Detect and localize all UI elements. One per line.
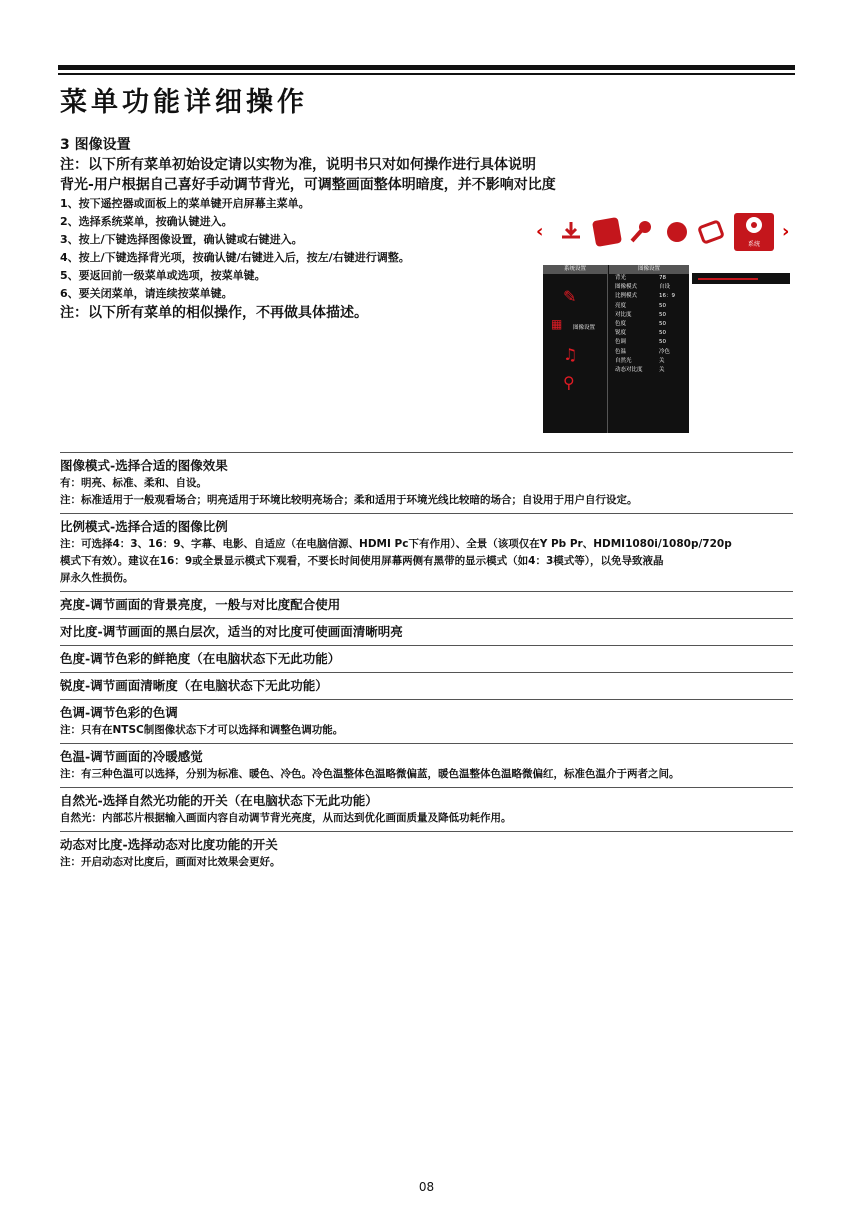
section: [60, 787, 793, 831]
osd-row-label: 锐度: [615, 330, 627, 337]
section-body-line: 注：开启动态对比度后，画面对比效果会更好。: [60, 856, 281, 868]
osd-row-label: 对比度: [615, 311, 632, 318]
section-body-line: 注：只有在NTSC制图像状态下才可以选择和调整色调功能。: [60, 724, 344, 736]
section-heading: 亮度-调节画面的背景亮度，一般与对比度配合使用: [60, 597, 341, 612]
osd-row: [609, 292, 689, 301]
osd-row: [609, 348, 689, 357]
osd-row-label: 自然光: [615, 357, 632, 364]
intro-block: [60, 135, 556, 323]
search-icon: ⚲: [563, 373, 575, 392]
osd-row-value: 50: [659, 321, 666, 328]
osd-menu-panel: [543, 265, 689, 433]
osd-row: [609, 357, 689, 366]
step-6: 6、要关闭菜单，请连续按菜单键。: [60, 287, 233, 300]
page-title: 菜单功能详细操作: [60, 87, 308, 118]
setup-icon: [664, 219, 690, 245]
intro-note-3: 注：以下所有菜单的相似操作，不再做具体描述。: [60, 305, 368, 321]
section: [60, 672, 793, 699]
osd-left-column: [543, 265, 608, 433]
section-body-line: 注：标准适用于一般观看场合；明亮适用于环境比较明亮场合；柔和适用于环境光线比较暗的场合；自设用于用户自行设定。: [60, 494, 638, 506]
section: [60, 743, 793, 787]
osd-row-value: 冷色: [659, 348, 671, 355]
backlight-slider-fill: [698, 278, 758, 280]
osd-row-value: 16：9: [659, 293, 675, 300]
osd-row: [609, 302, 689, 311]
section-heading: 色调-调节色彩的色调: [60, 705, 178, 720]
section-heading: 自然光-选择自然光功能的开关（在电脑状态下无此功能）: [60, 793, 378, 808]
section-body-line: 模式下有效）。建议在16：9或全景显示模式下观看，不要长时间使用屏幕两侧有黑带的显示模式（如4：3模式等），以免导致液晶: [60, 555, 664, 567]
right-arrow-icon: ›: [782, 221, 790, 242]
section-body-line: 屏永久性损伤。: [60, 572, 134, 584]
osd-menu-icon-strip: [536, 213, 791, 253]
osd-row: [609, 311, 689, 320]
section-heading: 图像模式-选择合适的图像效果: [60, 458, 228, 473]
section-heading: 色度-调节色彩的鲜艳度（在电脑状态下无此功能）: [60, 651, 341, 666]
section: [60, 591, 793, 618]
osd-row-value: 78: [659, 275, 666, 281]
osd-row-label: 亮度: [615, 302, 627, 309]
osd-row-label: 比例模式: [615, 293, 638, 300]
input-source-icon: [558, 219, 584, 245]
intro-note-1: 注：以下所有菜单初始设定请以实物为准，说明书只对如何操作进行具体说明: [60, 157, 536, 173]
music-icon: ♫: [563, 345, 578, 364]
step-4: 4、按上/下键选择背光项，按确认键/右键进入后，按左/右键进行调整。: [60, 251, 410, 264]
osd-row: [609, 338, 689, 347]
section: [60, 618, 793, 645]
osd-rows: [609, 274, 689, 375]
picture-icon: [592, 217, 622, 247]
section-heading: 色温-调节画面的冷暖感觉: [60, 749, 203, 764]
section-heading: 锐度-调节画面清晰度（在电脑状态下无此功能）: [60, 678, 328, 693]
top-rule-thick: [58, 65, 795, 70]
section: [60, 645, 793, 672]
section: [60, 452, 793, 513]
osd-row-label: 动态对比度: [615, 367, 643, 374]
osd-row-value: 50: [659, 339, 666, 346]
osd-row-label: 背光: [615, 275, 627, 281]
section: [60, 513, 793, 591]
section: [60, 699, 793, 743]
osd-row: [609, 274, 689, 283]
step-2: 2、选择系统菜单，按确认键进入。: [60, 215, 233, 228]
osd-row-label: 图像模式: [615, 284, 638, 291]
osd-left-header: 系统设置: [543, 265, 607, 274]
osd-row-value: 50: [659, 330, 666, 337]
osd-row: [609, 283, 689, 292]
picture-settings-icon: ▦: [551, 317, 563, 331]
osd-row-value: 自设: [659, 284, 671, 291]
system-icon-label: 系统: [747, 241, 760, 248]
section-body-line: 注：可选择4：3、16：9、字幕、电影、自适应（在电脑信源、HDMI Pc下有作用）、全景（该项仅在Y Pb Pr、HDMI1080i/1080p/720p: [60, 538, 732, 550]
step-1: 1、按下遥控器或面板上的菜单键开启屏幕主菜单。: [60, 197, 310, 210]
osd-row-value: 50: [659, 311, 666, 318]
section-heading: 动态对比度-选择动态对比度功能的开关: [60, 837, 278, 852]
osd-row: [609, 320, 689, 329]
osd-row-value: 关: [659, 357, 665, 364]
section-heading: 比例模式-选择合适的图像比例: [60, 519, 228, 534]
lock-icon: [698, 219, 724, 245]
osd-row-value: 关: [659, 367, 665, 374]
wrench-icon: ✎: [563, 287, 577, 306]
osd-row-label: 色度: [615, 321, 627, 328]
intro-note-2: 背光-用户根据自己喜好手动调节背光，可调整画面整体明暗度，并不影响对比度: [60, 177, 556, 193]
osd-right-header: 图像设置: [609, 265, 689, 274]
audio-icon: [628, 219, 654, 245]
sections: [60, 452, 793, 875]
section: [60, 831, 793, 875]
page-number: 08: [418, 1180, 435, 1194]
osd-row: [609, 329, 689, 338]
left-arrow-icon: ‹: [536, 221, 544, 242]
section-body-line: 自然光：内部芯片根据输入画面内容自动调节背光亮度，从而达到优化画面质量及降低功耗作用。: [60, 812, 512, 824]
osd-left-item-label: 图像设置: [573, 325, 596, 331]
step-3: 3、按上/下键选择图像设置，确认键或右键进入。: [60, 233, 303, 246]
intro-heading: 3 图像设置: [60, 137, 131, 153]
osd-row: [609, 366, 689, 375]
osd-row-label: 色调: [615, 339, 627, 346]
osd-row-value: 50: [659, 302, 666, 309]
top-rule-thin: [58, 73, 795, 75]
backlight-slider: [692, 273, 790, 284]
step-5: 5、要返回前一级菜单或选项，按菜单键。: [60, 269, 266, 282]
osd-right-column: [609, 265, 689, 433]
section-body-line: 有：明亮、标准、柔和、自设。: [60, 477, 207, 489]
section-body-line: 注：有三种色温可以选择，分别为标准、暖色、冷色。冷色温整体色温略微偏蓝，暖色温整体色温略微偏红，标准色温介于两者之间。: [60, 768, 680, 780]
section-heading: 对比度-调节画面的黑白层次，适当的对比度可使画面清晰明亮: [60, 624, 403, 639]
osd-row-label: 色温: [615, 348, 627, 355]
